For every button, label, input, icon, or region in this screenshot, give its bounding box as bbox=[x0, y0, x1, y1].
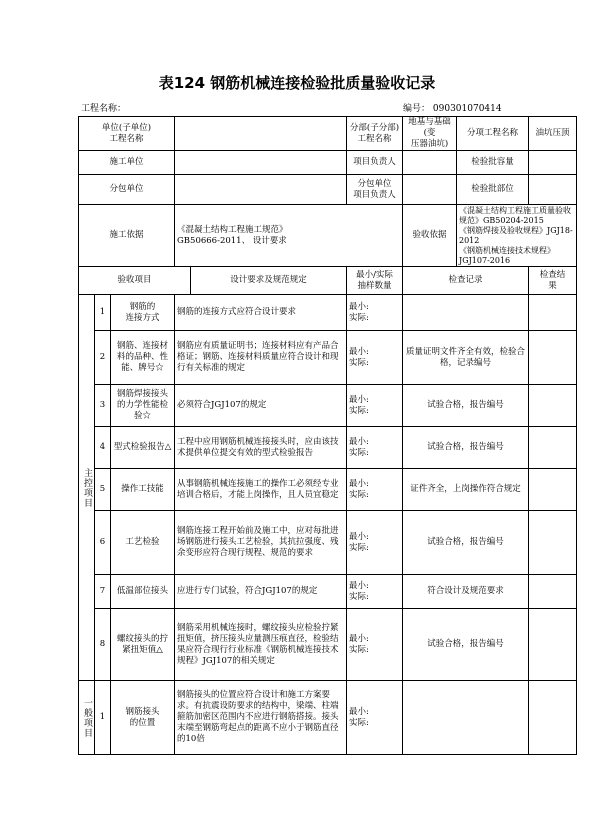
acceptance-basis-value: 《混凝土结构工程施工质量验收规范》GB50204-2015 《钢筋焊接及验收规程》JGJ18-2012 《钢筋机械连接技术规程》JGJ107-2016 bbox=[457, 205, 577, 267]
item-record: 试验合格，报告编号 bbox=[403, 511, 529, 575]
item-name: 型式检验报告△ bbox=[111, 427, 175, 469]
item-record: 证件齐全，上岗操作符合规定 bbox=[403, 469, 529, 511]
col-item-header: 验收项目 bbox=[79, 267, 191, 295]
subdivision-label: 分部(子分部) 工程名称 bbox=[347, 117, 403, 151]
item-result bbox=[529, 385, 577, 427]
item-result bbox=[529, 609, 577, 681]
item-name: 操作工技能 bbox=[111, 469, 175, 511]
item-sample: 最小: 实际: bbox=[347, 295, 403, 331]
unit-name-label: 单位(子单位) 工程名称 bbox=[79, 117, 175, 151]
general-group-label: 一般项目 bbox=[79, 681, 95, 755]
subdivision-value: 地基与基础(变 压器油坑) bbox=[403, 117, 457, 151]
batch-capacity-value bbox=[529, 151, 577, 175]
item-sample: 最小: 实际: bbox=[347, 385, 403, 427]
item-requirement: 钢筋接头的位置应符合设计和施工方案要求。有抗震设防要求的结构中，梁端、柱端箍筋加密区范围内不应进行钢筋搭接。接头末端至钢筋弯起点的距离不应小于钢筋直径的10倍 bbox=[175, 681, 347, 755]
item-record bbox=[403, 295, 529, 331]
page-title: 表124 钢筋机械连接检验批质量验收记录 bbox=[158, 74, 436, 92]
col-result-header: 检查结 果 bbox=[529, 267, 577, 295]
subcontract-unit-value bbox=[175, 175, 347, 205]
col-design-header: 设计要求及规范规定 bbox=[191, 267, 347, 295]
unit-name-value bbox=[175, 117, 347, 151]
item-name: 工艺检验 bbox=[111, 511, 175, 575]
item-requirement: 钢筋采用机械连接时，螺纹接头应检验拧紧扭矩值，挤压接头应量测压痕直径，检验结果应符合现行行业标准《钢筋机械连接技术规程》JGJ107的相关规定 bbox=[175, 609, 347, 681]
construction-basis-value: 《混凝土结构工程施工规范》 GB50666-2011、 设计要求 bbox=[175, 205, 403, 267]
item-requirement: 钢筋连接工程开始前及施工中，应对每批进场钢筋进行接头工艺检验，其抗拉强度、残余变形应符合现行规程、规范的要求 bbox=[175, 511, 347, 575]
construction-unit-label: 施工单位 bbox=[79, 151, 175, 175]
batch-location-value bbox=[529, 175, 577, 205]
item-result bbox=[529, 469, 577, 511]
col-record-header: 检查记录 bbox=[403, 267, 529, 295]
construction-unit-value bbox=[175, 151, 347, 175]
item-name: 钢筋焊接接头的力学性能检验☆ bbox=[111, 385, 175, 427]
project-name-label: 工程名称： bbox=[81, 104, 127, 114]
item-number: 7 bbox=[95, 575, 111, 609]
item-result bbox=[529, 681, 577, 755]
item-requirement: 从事钢筋机械连接施工的操作工必须经专业培训合格后，才能上岗操作，且人员宜稳定 bbox=[175, 469, 347, 511]
item-record: 试验合格，报告编号 bbox=[403, 385, 529, 427]
item-number: 3 bbox=[95, 385, 111, 427]
serial-number bbox=[403, 101, 502, 114]
item-name: 钢筋接头 的位置 bbox=[111, 681, 175, 755]
item-name: 钢筋的 连接方式 bbox=[111, 295, 175, 331]
batch-capacity-label: 检验批容量 bbox=[457, 151, 529, 175]
item-sample: 最小: 实际: bbox=[347, 511, 403, 575]
subitem-value: 油坑压顶 bbox=[529, 117, 577, 151]
item-result bbox=[529, 511, 577, 575]
item-requirement: 钢筋应有质量证明书；连接材料应有产品合格证；钢筋、连接材料质量应符合设计和现行有关标准的规定 bbox=[175, 331, 347, 385]
subcontract-manager-label: 分包单位 项目负责人 bbox=[347, 175, 403, 205]
main-control-group-label: 主控项目 bbox=[79, 295, 95, 681]
item-requirement: 钢筋的连接方式应符合设计要求 bbox=[175, 295, 347, 331]
project-manager-label: 项目负责人 bbox=[347, 151, 403, 175]
item-name: 钢筋、连接材料的品种、性能、牌号☆ bbox=[111, 331, 175, 385]
subcontract-manager-value bbox=[403, 175, 457, 205]
subcontract-unit-label: 分包单位 bbox=[79, 175, 175, 205]
item-record: 试验合格，报告编号 bbox=[403, 427, 529, 469]
item-number: 5 bbox=[95, 469, 111, 511]
item-sample: 最小: 实际: bbox=[347, 609, 403, 681]
item-number: 8 bbox=[95, 609, 111, 681]
item-number: 1 bbox=[95, 681, 111, 755]
item-record: 质量证明文件齐全有效，检验合格，记录编号 bbox=[403, 331, 529, 385]
item-record: 符合设计及规范要求 bbox=[403, 575, 529, 609]
construction-basis-label: 施工依据 bbox=[79, 205, 175, 267]
item-sample: 最小: 实际: bbox=[347, 681, 403, 755]
item-result bbox=[529, 331, 577, 385]
item-result bbox=[529, 295, 577, 331]
item-sample: 最小: 实际: bbox=[347, 331, 403, 385]
project-manager-value bbox=[403, 151, 457, 175]
item-record: 试验合格，报告编号 bbox=[403, 609, 529, 681]
item-number: 2 bbox=[95, 331, 111, 385]
item-sample: 最小: 实际: bbox=[347, 575, 403, 609]
item-name: 低温部位接头 bbox=[111, 575, 175, 609]
item-requirement: 应进行专门试验，符合JGJ107的规定 bbox=[175, 575, 347, 609]
item-result bbox=[529, 575, 577, 609]
serial-number-value: 090301070414 bbox=[432, 104, 502, 114]
item-sample: 最小: 实际: bbox=[347, 469, 403, 511]
col-sample-header: 最小/实际 抽样数量 bbox=[347, 267, 403, 295]
acceptance-basis-label: 验收依据 bbox=[403, 205, 457, 267]
item-result bbox=[529, 427, 577, 469]
item-record bbox=[403, 681, 529, 755]
serial-number-label: 编号： bbox=[403, 104, 431, 114]
item-name: 螺纹接头的拧紧扭矩值△ bbox=[111, 609, 175, 681]
item-number: 4 bbox=[95, 427, 111, 469]
item-sample: 最小: 实际: bbox=[347, 427, 403, 469]
item-requirement: 必须符合JGJ107的规定 bbox=[175, 385, 347, 427]
item-requirement: 工程中应用钢筋机械连接接头时，应由该技术提供单位提交有效的型式检验报告 bbox=[175, 427, 347, 469]
item-number: 1 bbox=[95, 295, 111, 331]
subitem-label: 分项工程名称 bbox=[457, 117, 529, 151]
item-number: 6 bbox=[95, 511, 111, 575]
acceptance-record-table bbox=[78, 116, 577, 755]
batch-location-label: 检验批部位 bbox=[457, 175, 529, 205]
